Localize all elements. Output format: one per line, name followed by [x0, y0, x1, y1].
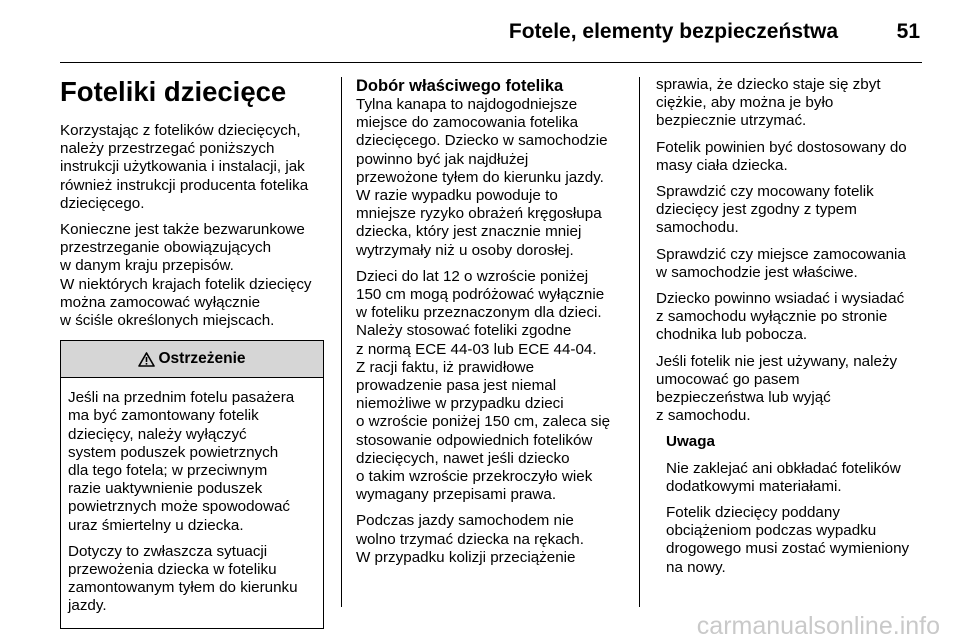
subsection-title: Dobór właściwego fotelika [356, 77, 564, 95]
paragraph: Tylna kanapa to najdogodniejsze miejsce do zamocowania fotelika dziecięcego. Dziecko w samochodzie powinno być jak najdłużej przewożone tyłem do kierunku jazdy. W razie wypadku powoduje to mniejsze ryzyko obrażeń kręgosłupa dziecka, który jest znacznie mniej wytrzymały niż u osoby dorosłej. [356, 96, 608, 259]
note-paragraph: Nie zaklejać ani obkładać fotelików dodatkowymi materiałami. [666, 459, 901, 495]
warning-body [61, 378, 323, 627]
header-title: Fotele, elementy bezpieczeństwa [508, 20, 838, 43]
page-number: 51 [896, 20, 920, 43]
paragraph: Korzystając z fotelików dziecięcych, należy przestrzegać poniższych instrukcji użytkowania i instalacji, jak również instrukcji producenta fotelika dziecięcego. [60, 122, 309, 212]
note-paragraph: Fotelik dziecięcy poddany obciążeniom podczas wypadku drogowego musi zostać wymieniony na nowy. [666, 504, 910, 576]
warning-paragraph: Dotyczy to zwłaszcza sytuacji przewożenia dziecka w foteliku zamontowanym tyłem do kierunku jazdy. [68, 542, 298, 615]
paragraph: Podczas jazdy samochodem nie wolno trzymać dziecka na rękach. W przypadku kolizji przeciążenie [356, 512, 584, 566]
paragraph: Dziecko powinno wsiadać i wysiadać z samochodu wyłącznie po stronie chodnika lub pobocza. [656, 290, 905, 344]
warning-header [61, 341, 323, 378]
header-divider [60, 62, 922, 63]
warning-box [60, 340, 324, 628]
column-divider-2 [639, 77, 640, 607]
page-header [60, 14, 922, 54]
warning-title: Ostrzeżenie [158, 350, 246, 368]
paragraph: Sprawdzić czy miejsce zamocowania w samochodzie jest właściwe. [656, 245, 906, 281]
warning-paragraph: Jeśli na przednim fotelu pasażera ma być zamontowany fotelik dziecięcy, należy wyłączyć system poduszek powietrznych dla tego fotela; w przeciwnym razie uaktywnienie poduszek powietrznych może spowodować uraz śmiertelny u dziecka. [68, 389, 295, 534]
section-title: Foteliki dziecięce [60, 76, 287, 107]
paragraph: Jeśli fotelik nie jest używany, należy umocować go pasem bezpieczeństwa lub wyjąć z samochodu. [656, 352, 898, 425]
column-1 [60, 76, 328, 629]
watermark[interactable]: carmanualsonline.info [696, 612, 940, 640]
paragraph: Konieczne jest także bezwarunkowe przestrzeganie obowiązujących w danym kraju przepisów. W niektórych krajach fotelik dziecięcy można zamocować wyłącznie w ściśle określonych miejscach. [60, 221, 312, 330]
note-block [666, 433, 924, 576]
column-3 [656, 76, 924, 585]
paragraph: sprawia, że dziecko staje się zbyt ciężkie, aby można je było bezpiecznie utrzymać. [656, 76, 881, 130]
column-2 [356, 76, 628, 575]
note-title: Uwaga [666, 433, 715, 451]
paragraph: Dzieci do lat 12 o wzroście poniżej 150 cm mogą podróżować wyłącznie w foteliku przeznaczonym dla dzieci. Należy stosować foteliki zgodne z normą ECE 44-03 lub ECE 44-04. Z racji faktu, iż prawidłowe prowadzenie pasa jest niemal niemożliwe w przypadku dzieci o wzroście poniżej 150 cm, zaleca się stosowanie odpowiednich fotelików dziecięcych, nawet jeśli dziecko o takim wzroście przekroczyło wiek wymagany przepisami prawa. [356, 267, 611, 504]
paragraph: Fotelik powinien być dostosowany do masy ciała dziecka. [656, 138, 907, 174]
warning-triangle-icon [138, 352, 155, 367]
column-divider-1 [341, 77, 342, 607]
paragraph: Sprawdzić czy mocowany fotelik dziecięcy jest zgodny z typem samochodu. [656, 183, 874, 237]
